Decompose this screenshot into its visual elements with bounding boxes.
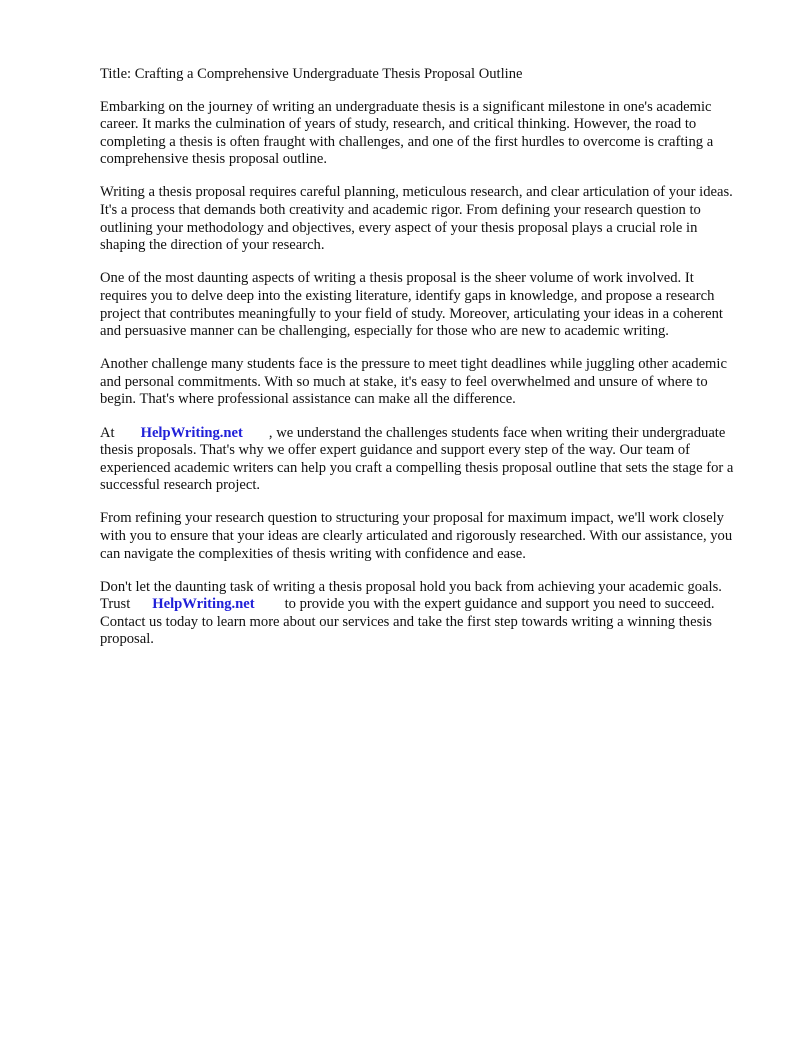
document-body (100, 66, 737, 649)
paragraph-1-text: Embarking on the journey of writing an undergraduate thesis is a significant milestone in one's academic career. It marks the culmination of years of study, research, and critical thinking. However, the road to completing a thesis is often fraught with challenges, and one of the first hurdles to overcome is crafting a comprehensive thesis proposal outline. (100, 98, 714, 168)
paragraph-7 (100, 579, 737, 649)
paragraph-3-text: One of the most daunting aspects of writing a thesis proposal is the sheer volume of work involved. It requires you to delve deep into the existing literature, identify gaps in knowledge, and propose a research project that contributes meaningfully to your field of study. Moreover, articulating your ideas in a coherent and persuasive manner can be challenging, especially for those who are new to academic writing. (100, 270, 723, 340)
paragraph-6-text: From refining your research question to structuring your proposal for maximum impact, we'll work closely with you to ensure that your ideas are clearly articulated and rigorously researched. With our assistance, you can navigate the complexities of thesis writing with confidence and ease. (100, 510, 733, 562)
paragraph-2 (100, 184, 737, 254)
paragraph-3 (100, 270, 737, 340)
paragraph-5 (100, 425, 737, 495)
paragraph-1 (100, 99, 737, 169)
document-title-line (100, 66, 737, 84)
paragraph-6 (100, 510, 737, 563)
paragraph-4-text: Another challenge many students face is the pressure to meet tight deadlines while juggling other academic and personal commitments. With so much at stake, it's easy to feel overwhelmed and unsure of where to begin. That's where professional assistance can make all the difference. (100, 356, 727, 408)
helpwriting-link-2[interactable]: HelpWriting.net (152, 596, 255, 613)
page-title: Title: Crafting a Comprehensive Undergraduate Thesis Proposal Outline (100, 66, 523, 82)
paragraph-7-trail-text: to provide you with the expert guidance and support you need to succeed. Contact us today to learn more about our services and take the first step towards writing a winning thesis proposal. (100, 596, 715, 648)
paragraph-4 (100, 356, 737, 409)
paragraph-7-lead-text: Don't let the daunting task of writing a thesis proposal hold you back from achieving your academic goals. Trust (100, 578, 722, 613)
helpwriting-link-1[interactable]: HelpWriting.net (140, 424, 243, 441)
paragraph-2-text: Writing a thesis proposal requires careful planning, meticulous research, and clear articulation of your ideas. It's a process that demands both creativity and academic rigor. From defining your research question to outlining your methodology and objectives, every aspect of your thesis proposal plays a crucial role in shaping the direction of your research. (100, 184, 733, 254)
paragraph-5-trail-text: , we understand the challenges students face when writing their undergraduate thesis proposals. That's why we offer expert guidance and support every step of the way. Our team of experienced academic writers can help you craft a compelling thesis proposal outline that sets the stage for a successful research project. (100, 424, 734, 494)
paragraph-5-lead-text: At (100, 424, 115, 441)
